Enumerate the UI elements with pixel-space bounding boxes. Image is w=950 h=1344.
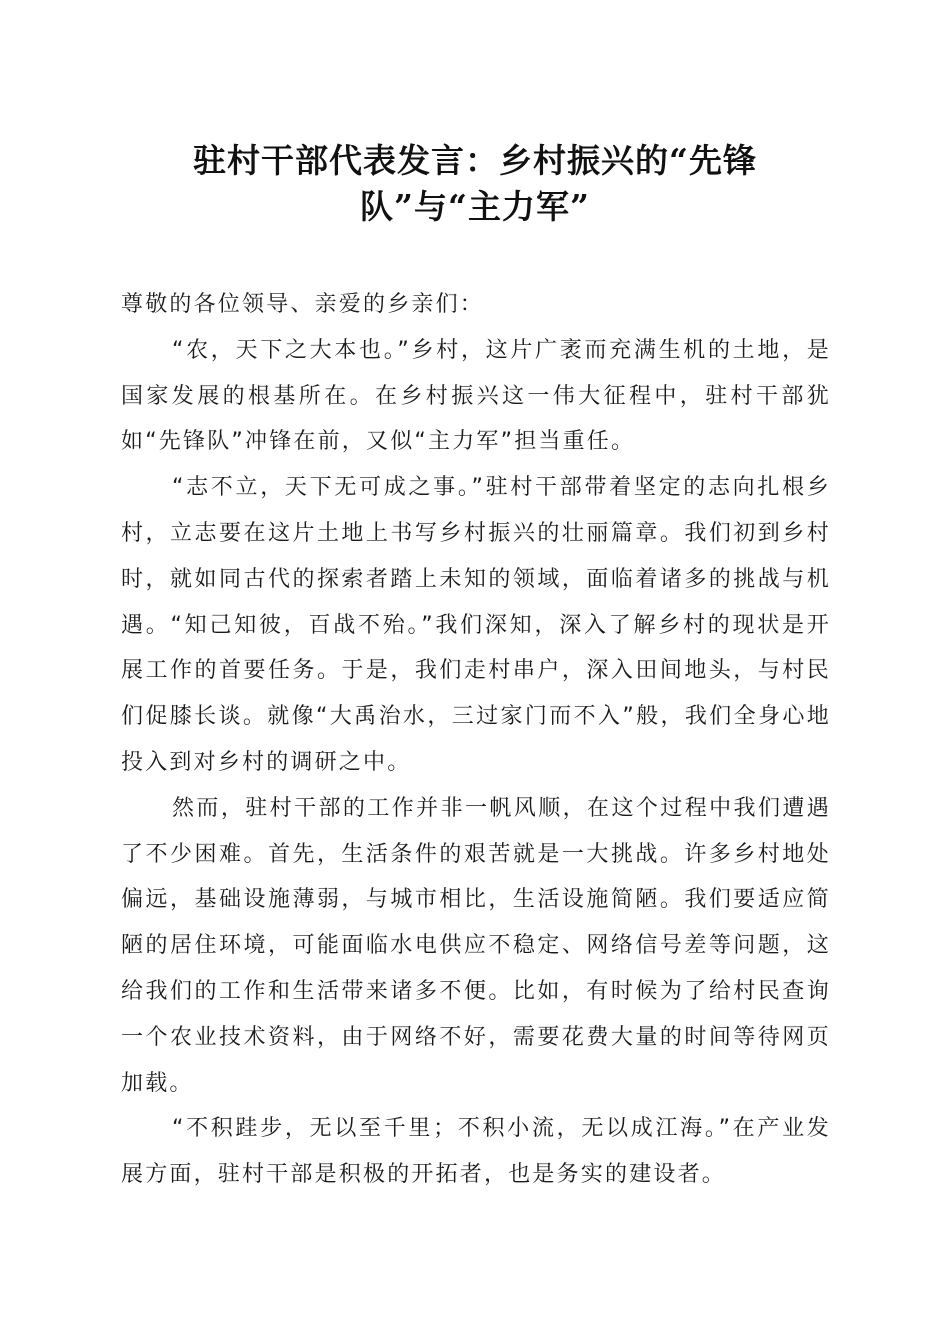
document-body xyxy=(121,282,831,1198)
salutation: 尊敬的各位领导、亲爱的乡亲们： xyxy=(121,292,485,317)
paragraph: “不积跬步，无以至千里；不积小流，无以成江海。”在产业发展方面，驻村干部是积极的开拓者，也是务实的建设者。 xyxy=(121,1116,831,1188)
paragraph: “农，天下之大本也。”乡村，这片广袤而充满生机的土地，是国家发展的根基所在。在乡村振兴这一伟大征程中，驻村干部犹如“先锋队”冲锋在前，又似“主力军”担当重任。 xyxy=(121,337,831,455)
document-title-line-2: 队”与“主力军” xyxy=(360,187,590,226)
paragraph: 然而，驻村干部的工作并非一帆风顺，在这个过程中我们遭遇了不少困难。首先，生活条件的艰苦就是一大挑战。许多乡村地处偏远，基础设施薄弱，与城市相比，生活设施简陋。我们要适应简陋的居住环境，可能面临水电供应不稳定、网络信号差等问题，这给我们的工作和生活带来诸多不便。比如，有时候为了给村民查询一个农业技术资料，由于网络不好，需要花费大量的时间等待网页加载。 xyxy=(121,795,831,1096)
document-title-line-1: 驻村干部代表发言：乡村振兴的“先锋 xyxy=(193,141,757,180)
paragraph: “志不立，天下无可成之事。”驻村干部带着坚定的志向扎根乡村，立志要在这片土地上书写乡村振兴的壮丽篇章。我们初到乡村时，就如同古代的探索者踏上未知的领域，面临着诸多的挑战与机遇。“知己知彼，百战不殆。”我们深知，深入了解乡村的现状是开展工作的首要任务。于是，我们走村串户，深入田间地头，与村民们促膝长谈。就像“大禹治水，三过家门而不入”般，我们全身心地投入到对乡村的调研之中。 xyxy=(121,475,831,775)
